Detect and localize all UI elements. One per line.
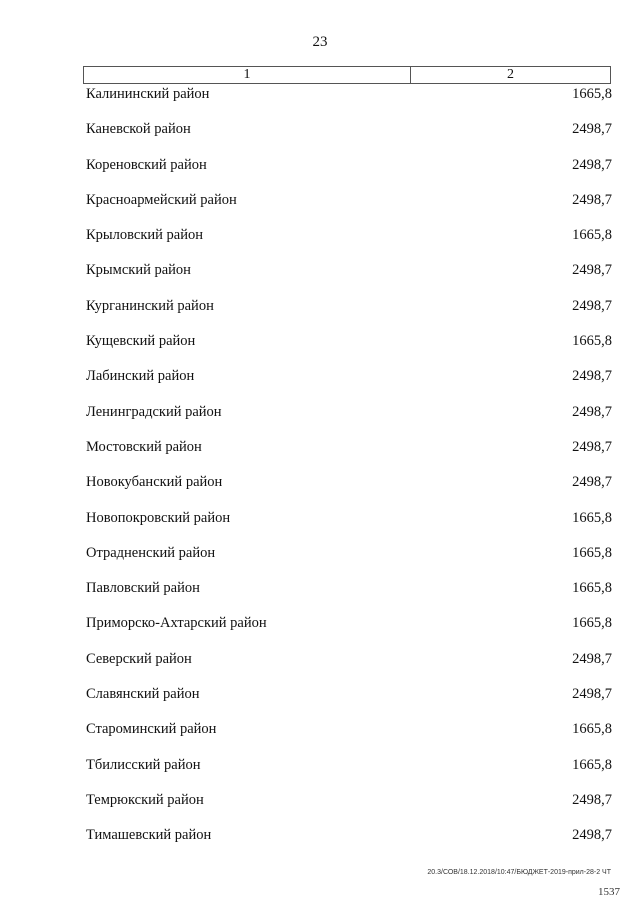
district-value: 2498,7 [572, 297, 612, 314]
district-name: Крыловский район [86, 227, 203, 244]
district-value: 2498,7 [572, 650, 612, 667]
district-name: Курганинский район [86, 297, 214, 314]
district-value: 1665,8 [572, 756, 612, 773]
district-value: 2498,7 [572, 121, 612, 138]
district-name: Каневской район [86, 121, 191, 138]
district-value: 1665,8 [572, 227, 612, 244]
district-value: 2498,7 [572, 191, 612, 208]
table-row [86, 757, 612, 792]
district-name: Павловский район [86, 580, 200, 597]
district-name: Кореновский район [86, 156, 207, 173]
district-name: Приморско-Ахтарский район [86, 615, 267, 632]
header-column-1: 1 [84, 67, 411, 83]
district-value: 1665,8 [572, 580, 612, 597]
sheet-number: 1537 [598, 886, 620, 898]
district-name: Северский район [86, 650, 192, 667]
table-header [83, 66, 611, 84]
table-row [86, 651, 612, 686]
table-row [86, 121, 612, 156]
district-name: Староминский район [86, 721, 217, 738]
table-row [86, 157, 612, 192]
table-row [86, 510, 612, 545]
district-value: 2498,7 [572, 438, 612, 455]
table-row [86, 86, 612, 121]
table-row [86, 721, 612, 756]
district-name: Отрадненский район [86, 544, 216, 561]
district-value: 2498,7 [572, 368, 612, 385]
table-row [86, 368, 612, 403]
district-name: Славянский район [86, 686, 200, 703]
table-row [86, 262, 612, 297]
district-value: 1665,8 [572, 333, 612, 350]
district-name: Новопокровский район [86, 509, 231, 526]
district-name: Калининский район [86, 86, 210, 102]
table-row [86, 615, 612, 650]
district-value: 2498,7 [572, 791, 612, 808]
header-column-2: 2 [507, 67, 514, 82]
district-value: 1665,8 [572, 86, 612, 102]
district-name: Темрюкский район [86, 791, 204, 808]
district-value: 2498,7 [572, 474, 612, 491]
district-name: Мостовский район [86, 438, 202, 455]
district-value: 2498,7 [572, 403, 612, 420]
district-value: 2498,7 [572, 827, 612, 844]
district-name: Новокубанский район [86, 474, 223, 491]
table-row [86, 474, 612, 509]
district-value: 2498,7 [572, 262, 612, 279]
table-row [86, 827, 612, 862]
table-body [86, 86, 612, 863]
table-row [86, 404, 612, 439]
district-value: 2498,7 [572, 686, 612, 703]
district-name: Красноармейский район [86, 191, 237, 208]
table-row [86, 686, 612, 721]
table-row [86, 227, 612, 262]
district-name: Лабинский район [86, 368, 195, 385]
district-value: 2498,7 [572, 156, 612, 173]
district-value: 1665,8 [572, 509, 612, 526]
page-number: 23 [312, 34, 328, 50]
table-row [86, 298, 612, 333]
document-code: 20.3/СОВ/18.12.2018/10:47/БЮДЖЕТ-2019-прил-28-2 ЧТ [427, 869, 611, 876]
district-name: Кущевский район [86, 333, 196, 350]
table-row [86, 545, 612, 580]
district-name: Крымский район [86, 262, 191, 279]
district-value: 1665,8 [572, 544, 612, 561]
district-name: Тбилисский район [86, 756, 201, 773]
district-name: Ленинградский район [86, 403, 222, 420]
table-row [86, 192, 612, 227]
table-row [86, 580, 612, 615]
table-row [86, 792, 612, 827]
district-name: Тимашевский район [86, 827, 212, 844]
table-row [86, 439, 612, 474]
table-row [86, 333, 612, 368]
district-value: 1665,8 [572, 721, 612, 738]
district-value: 1665,8 [572, 615, 612, 632]
